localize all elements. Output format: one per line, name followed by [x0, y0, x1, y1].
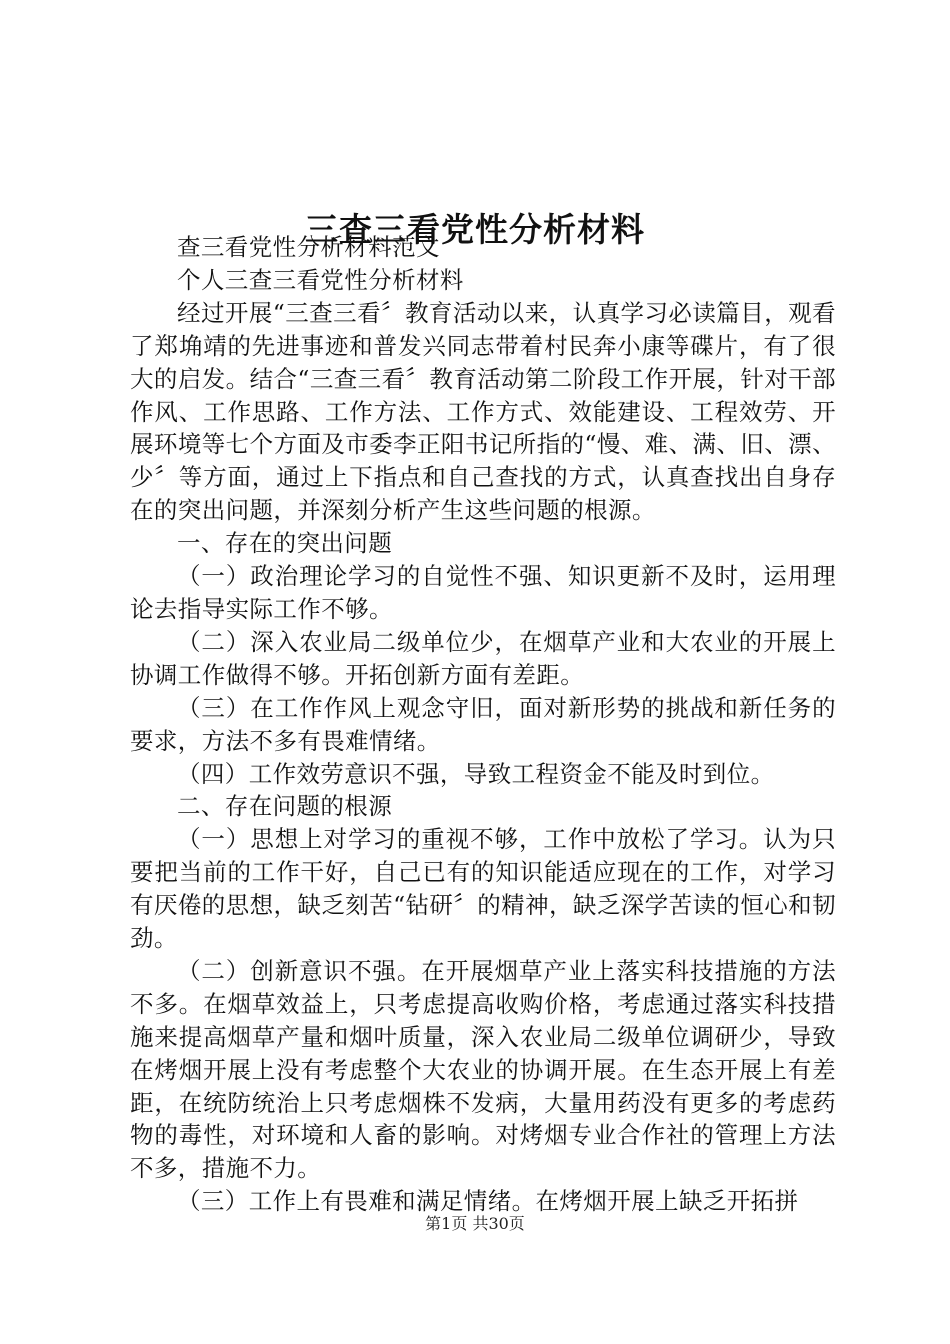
- page-footer: 第1页 共30页: [425, 1214, 525, 1233]
- paragraph-problem-3: （三）在工作作风上观念守旧，面对新形势的挑战和新任务的要求，方法不多有畏难情绪。: [130, 693, 836, 755]
- paragraph-subtitle-2: 个人三查三看党性分析材料: [177, 265, 464, 294]
- section-heading-roots: 二、存在问题的根源: [177, 792, 393, 821]
- paragraph-problem-1: （一）政治理论学习的自觉性不强、知识更新不及时，运用理论去指导实际工作不够。: [130, 562, 836, 623]
- section-heading-problems: 一、存在的突出问题: [177, 529, 393, 558]
- paragraph-root-3: （三）工作上有畏难和满足情绪。在烤烟开展上缺乏开拓拼: [177, 1187, 799, 1216]
- document-body: [130, 231, 836, 1218]
- paragraph-subtitle-1: 查三看党性分析材料范文: [177, 233, 440, 261]
- paragraph-intro: 经过开展“三查三看〞教育活动以来，认真学习必读篇目，观看了郑埆靖的先进事迹和普发兴同志带着村民奔小康等碟片，有了很大的启发。结合“三查三看〞教育活动第二阶段工作开展，针对干部作风、工作思路、工作方法、工作方式、效能建设、工程效劳、开展环境等七个方面及市委李正阳书记所指的“慢、难、满、旧、漂、少〞等方面，通过上下指点和自己查找的方式，认真查找出自身存在的突出问题，并深刻分析产生这些问题的根源。: [130, 298, 836, 525]
- paragraph-problem-2: （二）深入农业局二级单位少，在烟草产业和大农业的开展上协调工作做得不够。开拓创新方面有差距。: [130, 627, 836, 689]
- paragraph-problem-4: （四）工作效劳意识不强，导致工程资金不能及时到位。: [177, 759, 775, 788]
- document-title: 三查三看党性分析材料: [305, 210, 645, 250]
- paragraph-root-2: （二）创新意识不强。在开展烟草产业上落实科技措施的方法不多。在烟草效益上，只考虑提高收购价格，考虑通过落实科技措施来提高烟草产量和烟叶质量，深入农业局二级单位调研少，导致在烤烟开展上没有考虑整个大农业的协调开展。在生态开展上有差距，在统防统治上只考虑烟株不发病，大量用药没有更多的考虑药物的毒性，对环境和人畜的影响。对烤烟专业合作社的管理上方法不多，措施不力。: [130, 956, 836, 1183]
- paragraph-root-1: （一）思想上对学习的重视不够，工作中放松了学习。认为只要把当前的工作干好，自己已有的知识能适应现在的工作，对学习有厌倦的思想，缺乏刻苦“钻研〞的精神，缺乏深学苦读的恒心和韧劲。: [130, 825, 836, 953]
